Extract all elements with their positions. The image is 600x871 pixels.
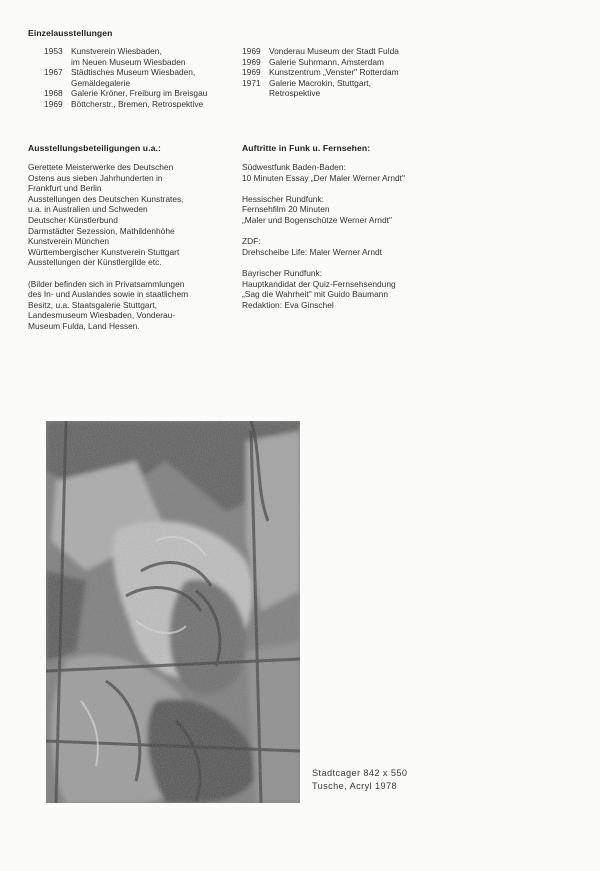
einzel-list-right bbox=[242, 46, 442, 99]
beteiligungen-text bbox=[28, 162, 233, 342]
text-line: des In- und Auslandes sowie in staatlichem bbox=[28, 289, 189, 300]
text-line: Kunstverein München bbox=[28, 236, 110, 247]
entry-line: Galerie Suhrmann, Amsterdam bbox=[269, 56, 384, 67]
list-item bbox=[242, 57, 442, 68]
paragraph bbox=[28, 279, 233, 332]
text-line: „Maler und Bogenschütze Werner Arndt" bbox=[242, 214, 392, 225]
text-line: u.a. in Australien und Schweden bbox=[28, 204, 148, 215]
entry-line: Galerie Kröner, Freiburg im Breisgau bbox=[71, 88, 208, 99]
list-item bbox=[242, 78, 442, 99]
text-line: „Sag die Wahrheit" mit Guido Baumann bbox=[242, 289, 389, 300]
beteiligungen-heading: Ausstellungsbeteiligungen u.a.: bbox=[28, 143, 161, 153]
list-item bbox=[242, 67, 442, 78]
list-item bbox=[44, 99, 244, 110]
text-line: Frankfurt und Berlin bbox=[28, 183, 102, 194]
year: 1953 bbox=[44, 46, 63, 56]
auftritte-text bbox=[242, 162, 442, 321]
entry-line: Böttcherstr., Bremen, Retrospektive bbox=[71, 98, 204, 109]
year: 1969 bbox=[44, 98, 63, 109]
year: 1969 bbox=[242, 56, 261, 67]
text-line: Museum Fulda, Land Hessen. bbox=[28, 320, 140, 331]
text-line: Fernsehfilm 20 Minuten bbox=[242, 204, 330, 215]
text-line: Ostens aus sieben Jahrhunderten in bbox=[28, 172, 163, 183]
paragraph bbox=[242, 194, 442, 226]
list-item bbox=[242, 46, 442, 57]
entry-line: Galerie Macrokin, Stuttgart, bbox=[269, 77, 371, 88]
entry-line: Städtisches Museum Wiesbaden, bbox=[71, 67, 196, 78]
text-line: Drehscheibe Life: Maler Werner Arndt bbox=[242, 246, 382, 257]
text-line: Gerettete Meisterwerke des Deutschen bbox=[28, 162, 174, 172]
year: 1967 bbox=[44, 67, 63, 78]
artwork-caption bbox=[312, 767, 407, 793]
year: 1968 bbox=[44, 88, 63, 99]
text-line: Bayrischer Rundfunk: bbox=[242, 267, 323, 278]
artwork-image bbox=[46, 421, 300, 803]
text-line: Ausstellungen des Deutschen Kunstrates, bbox=[28, 193, 184, 204]
text-line: Südwestfunk Baden-Baden: bbox=[242, 162, 346, 172]
text-line: ZDF: bbox=[242, 236, 261, 247]
text-line: (Bilder befinden sich in Privatsammlungen bbox=[28, 278, 185, 289]
entry-line: Retrospektive bbox=[269, 88, 321, 99]
list-item bbox=[44, 88, 244, 99]
text-line: Deutscher Künstlerbund bbox=[28, 214, 118, 225]
paragraph bbox=[242, 268, 442, 310]
text-line: Ausstellungen der Künstlergilde etc. bbox=[28, 257, 162, 268]
einzelausstellungen-heading: Einzelausstellungen bbox=[28, 28, 113, 38]
caption-medium: Tusche, Acryl 1978 bbox=[312, 781, 397, 791]
year: 1969 bbox=[242, 67, 261, 78]
text-line: 10 Minuten Essay „Der Maler Werner Arndt" bbox=[242, 172, 405, 183]
entry-line: Kunstzentrum „Venster" Rotterdam bbox=[269, 67, 399, 78]
entry-line: Kunstverein Wiesbaden, bbox=[71, 46, 162, 56]
text-line: Besitz, u.a. Staatsgalerie Stuttgart, bbox=[28, 299, 157, 310]
entry-line: Gemäldegalerie bbox=[71, 77, 131, 88]
paragraph bbox=[242, 162, 442, 183]
text-line: Württembergischer Kunstverein Stuttgart bbox=[28, 246, 180, 257]
text-line: Hauptkandidat der Quiz-Fernsehsendung bbox=[242, 278, 396, 289]
text-line: Darmstädter Sezession, Mathildenhöhe bbox=[28, 225, 175, 236]
paragraph bbox=[28, 162, 233, 268]
text-line: Redaktion: Eva Ginschel bbox=[242, 299, 334, 310]
list-item bbox=[44, 46, 244, 67]
text-line: Landesmuseum Wiesbaden, Vonderau- bbox=[28, 310, 176, 321]
entry-line: Vonderau Museum der Stadt Fulda bbox=[269, 46, 399, 56]
year: 1969 bbox=[242, 46, 261, 56]
list-item bbox=[44, 67, 244, 88]
caption-title: Stadtcager 842 x 550 bbox=[312, 768, 408, 778]
paragraph bbox=[242, 236, 442, 257]
entry-line: im Neuen Museum Wiesbaden bbox=[71, 56, 186, 67]
einzel-list-left bbox=[44, 46, 244, 110]
auftritte-heading: Auftritte in Funk u. Fernsehen: bbox=[242, 143, 371, 153]
year: 1971 bbox=[242, 77, 261, 88]
text-line: Hessischer Rundfunk: bbox=[242, 193, 324, 204]
